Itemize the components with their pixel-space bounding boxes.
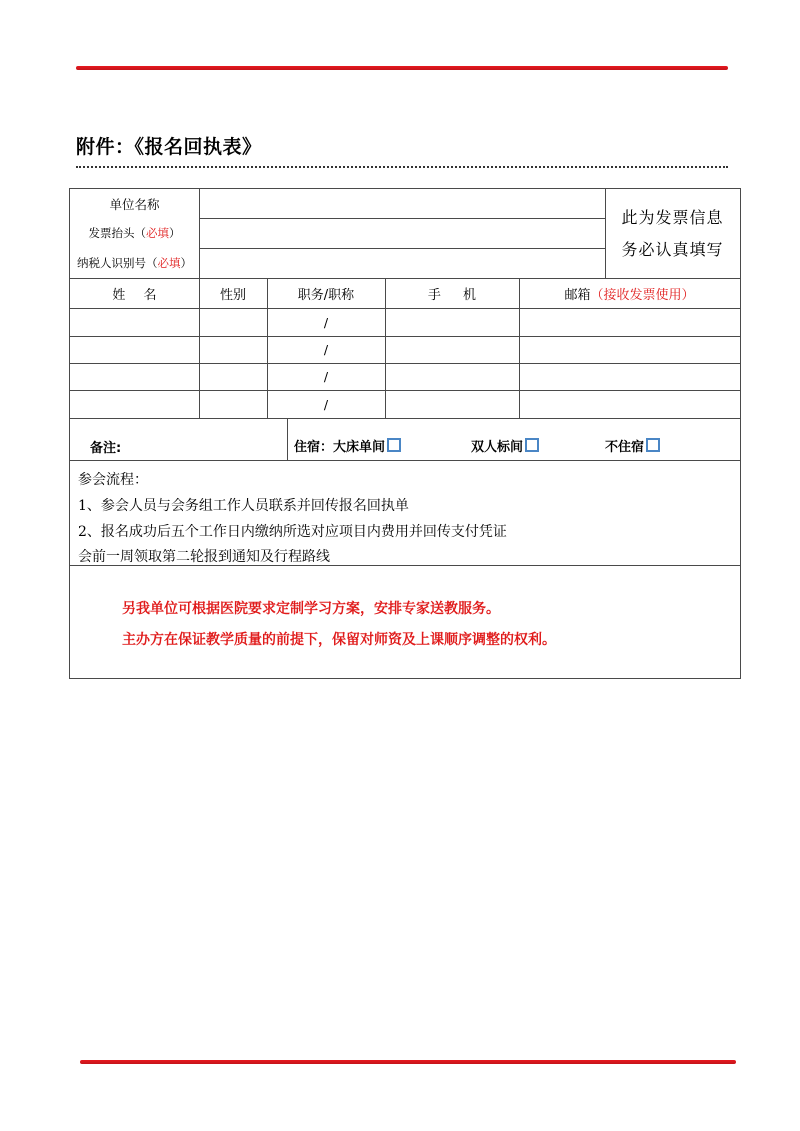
top-red-rule — [76, 66, 728, 70]
header-position: 职务/职称 — [297, 287, 355, 303]
row-email-field[interactable] — [519, 336, 740, 363]
registration-form — [69, 188, 741, 679]
row-gender-field[interactable] — [199, 390, 267, 418]
remarks-label: 备注: — [90, 440, 122, 456]
row-name-field[interactable] — [70, 390, 199, 418]
notice-custom-plan: 另我单位可根据医院要求定制学习方案，安排专家送教服务。 — [122, 601, 500, 617]
process-step-1: 1、参会人员与会务组工作人员联系并回传报名回执单 — [78, 498, 409, 514]
process-title: 参会流程： — [78, 472, 148, 488]
row-email-field[interactable] — [519, 308, 740, 336]
row-phone-field[interactable] — [385, 336, 519, 363]
row-position-field[interactable]: / — [323, 396, 329, 412]
row-gender-field[interactable] — [199, 336, 267, 363]
row-phone-field[interactable] — [385, 390, 519, 418]
lodging-option-twin: 双人标间 — [471, 434, 561, 456]
unit-name-label: 单位名称 — [109, 196, 160, 212]
invoice-title-field[interactable] — [199, 218, 605, 248]
row-email-field[interactable] — [519, 363, 740, 390]
header-name: 姓 名 — [112, 287, 157, 303]
title-dotted-divider — [76, 166, 728, 168]
row-email-field[interactable] — [519, 390, 740, 418]
row-position-field[interactable]: / — [323, 342, 329, 357]
row-position-field[interactable]: / — [323, 314, 329, 330]
required-mark: 必填 — [157, 256, 181, 270]
row-name-field[interactable] — [70, 363, 199, 390]
row-phone-field[interactable] — [385, 308, 519, 336]
bottom-red-rule — [80, 1060, 736, 1064]
unit-name-field[interactable] — [199, 189, 605, 218]
header-email: 邮箱 （接收发票使用） — [564, 287, 695, 303]
lodging-option-none: 不住宿 — [605, 434, 685, 456]
row-gender-field[interactable] — [199, 308, 267, 336]
taxpayer-id-field[interactable] — [199, 248, 605, 278]
no-lodging-checkbox[interactable] — [646, 438, 660, 452]
header-gender: 性别 — [219, 287, 246, 303]
header-phone: 手 机 — [427, 287, 477, 303]
grid-line — [287, 418, 288, 460]
grid-line — [70, 418, 740, 419]
invoice-title-label: 发票抬头 （ 必填 ） — [88, 226, 181, 240]
taxpayer-id-label: 纳税人识别号 （ 必填 ） — [77, 256, 192, 270]
notice-rights: 主办方在保证教学质量的前提下，保留对师资及上课顺序调整的权利。 — [122, 632, 556, 648]
single-room-checkbox[interactable] — [387, 438, 401, 452]
row-gender-field[interactable] — [199, 363, 267, 390]
twin-room-checkbox[interactable] — [525, 438, 539, 452]
process-step-2: 2、报名成功后五个工作日内缴纳所选对应项目内费用并回传支付凭证 — [78, 524, 507, 540]
process-step-3: 会前一周领取第二轮报到通知及行程路线 — [78, 549, 330, 565]
row-name-field[interactable] — [70, 336, 199, 363]
page-title: 附件：《报名回执表》 — [76, 136, 262, 158]
grid-line — [70, 460, 740, 461]
row-name-field[interactable] — [70, 308, 199, 336]
row-position-field[interactable]: / — [323, 369, 329, 384]
invoice-side-note: 此为发票信息 务必认真填写 — [621, 207, 724, 259]
required-mark: 必填 — [146, 226, 169, 240]
lodging-option-single: 住宿：大床单间 — [294, 434, 424, 456]
row-phone-field[interactable] — [385, 363, 519, 390]
